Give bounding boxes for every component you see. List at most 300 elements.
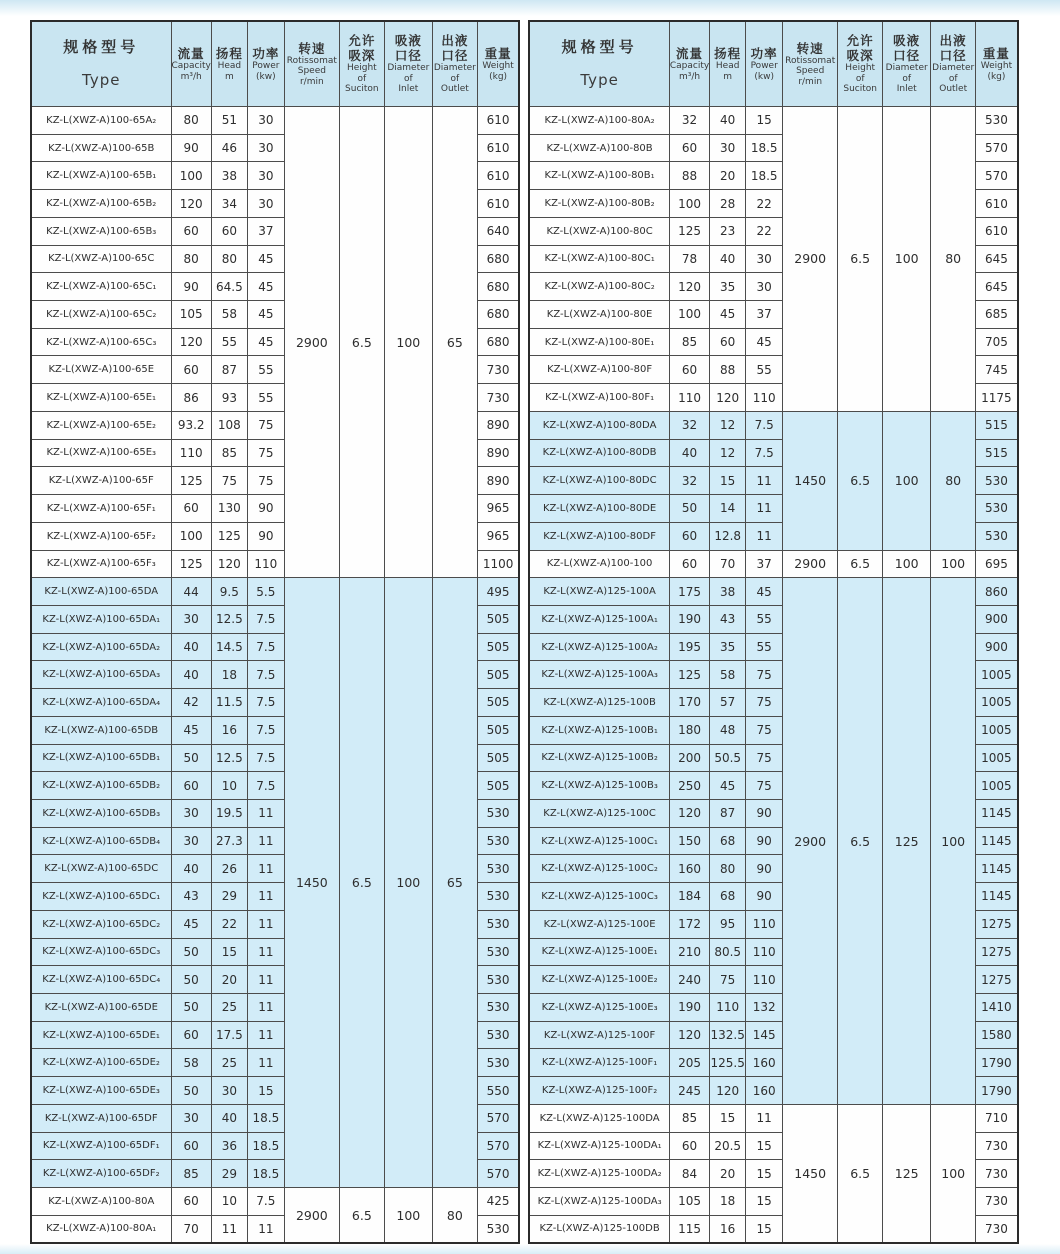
head-cell: 64.5 [211, 273, 247, 301]
col-header-inlet [384, 21, 432, 107]
power-cell: 7.5 [746, 411, 783, 439]
power-cell: 90 [247, 495, 284, 523]
type-cell: KZ-L(XWZ-A)125-100E₂ [529, 966, 669, 994]
capacity-cell: 42 [171, 689, 211, 717]
speed-merged-cell: 2900 [783, 578, 838, 1105]
weight-cell: 645 [976, 273, 1018, 301]
weight-cell: 505 [477, 633, 519, 661]
type-cell: KZ-L(XWZ-A)100-65F₁ [31, 495, 171, 523]
head-cell: 26 [211, 855, 247, 883]
power-cell: 75 [247, 439, 284, 467]
weight-cell: 1005 [976, 772, 1018, 800]
capacity-cell: 44 [171, 578, 211, 606]
type-cell: KZ-L(XWZ-A)100-80DC [529, 467, 669, 495]
power-cell: 11 [247, 827, 284, 855]
col-header-suction-line: 吸深 [348, 48, 376, 64]
type-cell: KZ-L(XWZ-A)100-65DE₃ [31, 1077, 171, 1105]
power-cell: 132 [746, 994, 783, 1022]
weight-cell: 1145 [976, 855, 1018, 883]
capacity-cell: 60 [669, 356, 709, 384]
weight-cell: 530 [976, 495, 1018, 523]
col-header-suction [838, 21, 883, 107]
head-cell: 36 [211, 1132, 247, 1160]
head-cell: 68 [710, 883, 746, 911]
power-cell: 7.5 [247, 689, 284, 717]
capacity-cell: 240 [669, 966, 709, 994]
type-cell: KZ-L(XWZ-A)100-80DB [529, 439, 669, 467]
capacity-cell: 110 [171, 439, 211, 467]
power-cell: 22 [746, 217, 783, 245]
col-header-suction-line: 吸深 [846, 48, 874, 64]
capacity-cell: 150 [669, 827, 709, 855]
power-cell: 18.5 [746, 162, 783, 190]
speed-merged-cell: 2900 [783, 550, 838, 578]
weight-cell: 570 [477, 1132, 519, 1160]
inlet-diameter-merged-cell: 100 [883, 411, 931, 550]
type-cell: KZ-L(XWZ-A)100-65DF₁ [31, 1132, 171, 1160]
weight-cell: 530 [477, 1215, 519, 1243]
col-header-capacity-line: 流量 [676, 46, 704, 62]
col-header-speed-line: Rotissomat [785, 55, 836, 66]
weight-cell: 505 [477, 744, 519, 772]
weight-cell: 705 [976, 328, 1018, 356]
type-cell: KZ-L(XWZ-A)125-100C₁ [529, 827, 669, 855]
power-cell: 5.5 [247, 578, 284, 606]
suction-merged-cell: 6.5 [838, 578, 883, 1105]
head-cell: 75 [211, 467, 247, 495]
power-cell: 11 [247, 910, 284, 938]
head-cell: 51 [211, 107, 247, 135]
head-cell: 30 [211, 1077, 247, 1105]
suction-merged-cell: 6.5 [838, 107, 883, 412]
weight-cell: 680 [477, 328, 519, 356]
head-cell: 18 [211, 661, 247, 689]
weight-cell: 730 [976, 1215, 1018, 1243]
outlet-diameter-merged-cell: 100 [931, 578, 976, 1105]
power-cell: 45 [247, 301, 284, 329]
head-cell: 70 [710, 550, 746, 578]
weight-cell: 530 [477, 855, 519, 883]
head-cell: 12.5 [211, 605, 247, 633]
capacity-cell: 172 [669, 910, 709, 938]
power-cell: 75 [746, 661, 783, 689]
weight-cell: 530 [477, 966, 519, 994]
head-cell: 11.5 [211, 689, 247, 717]
speed-merged-cell: 2900 [783, 107, 838, 412]
head-cell: 15 [710, 467, 746, 495]
col-header-speed [284, 21, 339, 107]
head-cell: 20 [211, 966, 247, 994]
head-cell: 60 [211, 217, 247, 245]
capacity-cell: 70 [171, 1215, 211, 1243]
capacity-cell: 30 [171, 799, 211, 827]
weight-cell: 610 [477, 190, 519, 218]
inlet-diameter-merged-cell: 100 [883, 550, 931, 578]
type-cell: KZ-L(XWZ-A)100-65F [31, 467, 171, 495]
capacity-cell: 245 [669, 1077, 709, 1105]
capacity-cell: 90 [171, 134, 211, 162]
capacity-cell: 100 [669, 190, 709, 218]
power-cell: 11 [247, 1215, 284, 1243]
type-cell: KZ-L(XWZ-A)125-100B₁ [529, 716, 669, 744]
type-cell: KZ-L(XWZ-A)100-65DB₄ [31, 827, 171, 855]
col-header-suction-line: Height [845, 63, 876, 74]
spec-row [529, 107, 1017, 135]
type-cell: KZ-L(XWZ-A)100-80DE [529, 495, 669, 523]
head-cell: 125.5 [710, 1049, 746, 1077]
col-header-head-line: Head [217, 61, 242, 72]
capacity-cell: 180 [669, 716, 709, 744]
power-cell: 30 [247, 134, 284, 162]
weight-cell: 570 [477, 1160, 519, 1188]
type-cell: KZ-L(XWZ-A)100-65DA [31, 578, 171, 606]
speed-merged-cell: 2900 [284, 107, 339, 578]
capacity-cell: 50 [171, 1077, 211, 1105]
type-cell: KZ-L(XWZ-A)100-80DA [529, 411, 669, 439]
type-cell: KZ-L(XWZ-A)100-80A₁ [31, 1215, 171, 1243]
col-header-speed-line: 转速 [298, 40, 326, 56]
head-cell: 75 [710, 966, 746, 994]
col-header-head-line: 扬程 [714, 46, 742, 62]
weight-cell: 550 [477, 1077, 519, 1105]
page-top-tint [0, 0, 1060, 16]
weight-cell: 495 [477, 578, 519, 606]
head-cell: 12 [710, 411, 746, 439]
capacity-cell: 32 [669, 107, 709, 135]
weight-cell: 730 [976, 1160, 1018, 1188]
capacity-cell: 58 [171, 1049, 211, 1077]
type-cell: KZ-L(XWZ-A)100-65E [31, 356, 171, 384]
weight-cell: 685 [976, 301, 1018, 329]
head-cell: 10 [211, 1188, 247, 1216]
head-cell: 60 [710, 328, 746, 356]
capacity-cell: 110 [669, 384, 709, 412]
power-cell: 45 [247, 328, 284, 356]
head-cell: 40 [211, 1104, 247, 1132]
col-header-inlet-line: of [404, 73, 413, 84]
col-header-type-line: Type [82, 71, 121, 90]
weight-cell: 610 [477, 162, 519, 190]
header-row [31, 21, 519, 107]
type-cell: KZ-L(XWZ-A)100-65DC₂ [31, 910, 171, 938]
col-header-outlet-line: 出液 [441, 33, 469, 49]
weight-cell: 1005 [976, 661, 1018, 689]
type-cell: KZ-L(XWZ-A)125-100DA₃ [529, 1188, 669, 1216]
head-cell: 48 [710, 716, 746, 744]
weight-cell: 1145 [976, 883, 1018, 911]
head-cell: 38 [710, 578, 746, 606]
col-header-speed-line: Speed [297, 66, 326, 77]
capacity-cell: 50 [171, 744, 211, 772]
capacity-cell: 85 [669, 328, 709, 356]
capacity-cell: 175 [669, 578, 709, 606]
head-cell: 12.8 [710, 522, 746, 550]
power-cell: 7.5 [247, 744, 284, 772]
power-cell: 90 [746, 855, 783, 883]
spec-table-left-container [30, 20, 520, 1244]
power-cell: 37 [746, 550, 783, 578]
capacity-cell: 43 [171, 883, 211, 911]
head-cell: 16 [211, 716, 247, 744]
capacity-cell: 60 [171, 1021, 211, 1049]
power-cell: 75 [247, 411, 284, 439]
power-cell: 55 [247, 356, 284, 384]
capacity-cell: 30 [171, 605, 211, 633]
col-header-outlet [432, 21, 477, 107]
power-cell: 45 [746, 578, 783, 606]
weight-cell: 645 [976, 245, 1018, 273]
col-header-inlet-line: 吸液 [394, 33, 422, 49]
weight-cell: 505 [477, 716, 519, 744]
type-cell: KZ-L(XWZ-A)100-65E₂ [31, 411, 171, 439]
col-header-outlet-line: 口径 [939, 48, 967, 64]
col-header-weight [477, 21, 519, 107]
col-header-inlet-line: Inlet [896, 84, 917, 95]
outlet-diameter-merged-cell: 65 [432, 578, 477, 1188]
capacity-cell: 60 [171, 772, 211, 800]
head-cell: 30 [710, 134, 746, 162]
type-cell: KZ-L(XWZ-A)100-80B [529, 134, 669, 162]
capacity-cell: 170 [669, 689, 709, 717]
power-cell: 90 [746, 827, 783, 855]
spec-row [31, 107, 519, 135]
col-header-speed-line: r/min [299, 76, 324, 87]
power-cell: 90 [746, 799, 783, 827]
type-cell: KZ-L(XWZ-A)100-65DC₃ [31, 938, 171, 966]
capacity-cell: 205 [669, 1049, 709, 1077]
capacity-cell: 45 [171, 910, 211, 938]
head-cell: 15 [710, 1104, 746, 1132]
type-cell: KZ-L(XWZ-A)100-80F₁ [529, 384, 669, 412]
type-cell: KZ-L(XWZ-A)100-65DB [31, 716, 171, 744]
power-cell: 55 [746, 605, 783, 633]
col-header-weight-line: 重量 [982, 46, 1010, 62]
col-header-suction-line: Height [346, 63, 377, 74]
head-cell: 88 [710, 356, 746, 384]
power-cell: 160 [746, 1077, 783, 1105]
capacity-cell: 125 [171, 550, 211, 578]
power-cell: 55 [746, 356, 783, 384]
col-header-suction-line: 允许 [846, 33, 874, 49]
head-cell: 93 [211, 384, 247, 412]
capacity-cell: 80 [171, 245, 211, 273]
head-cell: 45 [710, 772, 746, 800]
power-cell: 11 [247, 994, 284, 1022]
weight-cell: 530 [477, 910, 519, 938]
capacity-cell: 40 [171, 855, 211, 883]
weight-cell: 530 [477, 827, 519, 855]
capacity-cell: 160 [669, 855, 709, 883]
power-cell: 75 [746, 772, 783, 800]
col-header-type [529, 21, 669, 107]
col-header-inlet [883, 21, 931, 107]
head-cell: 25 [211, 994, 247, 1022]
weight-cell: 730 [477, 384, 519, 412]
capacity-cell: 32 [669, 411, 709, 439]
power-cell: 30 [247, 107, 284, 135]
type-cell: KZ-L(XWZ-A)125-100E₃ [529, 994, 669, 1022]
col-header-type-line: 规格型号 [63, 38, 140, 57]
type-cell: KZ-L(XWZ-A)100-65DB₃ [31, 799, 171, 827]
power-cell: 45 [247, 273, 284, 301]
type-cell: KZ-L(XWZ-A)100-65B [31, 134, 171, 162]
col-header-type-line: Type [580, 71, 619, 90]
power-cell: 18.5 [247, 1132, 284, 1160]
spec-table-right-container [528, 20, 1018, 1244]
power-cell: 18.5 [746, 134, 783, 162]
capacity-cell: 120 [171, 190, 211, 218]
col-header-suction-line: Suciton [843, 84, 877, 95]
capacity-cell: 125 [669, 661, 709, 689]
type-cell: KZ-L(XWZ-A)100-80C₂ [529, 273, 669, 301]
capacity-cell: 30 [171, 1104, 211, 1132]
col-header-inlet-line: Diameter [885, 63, 928, 74]
power-cell: 45 [746, 328, 783, 356]
weight-cell: 530 [477, 938, 519, 966]
head-cell: 38 [211, 162, 247, 190]
capacity-cell: 250 [669, 772, 709, 800]
capacity-cell: 86 [171, 384, 211, 412]
speed-merged-cell: 1450 [783, 1104, 838, 1243]
power-cell: 11 [247, 855, 284, 883]
outlet-diameter-merged-cell: 80 [432, 1188, 477, 1243]
head-cell: 57 [710, 689, 746, 717]
head-cell: 14 [710, 495, 746, 523]
power-cell: 15 [746, 107, 783, 135]
weight-cell: 890 [477, 467, 519, 495]
capacity-cell: 120 [171, 328, 211, 356]
power-cell: 110 [746, 910, 783, 938]
speed-merged-cell: 1450 [783, 411, 838, 550]
weight-cell: 505 [477, 605, 519, 633]
capacity-cell: 60 [669, 1132, 709, 1160]
power-cell: 11 [746, 467, 783, 495]
power-cell: 7.5 [247, 661, 284, 689]
power-cell: 15 [746, 1188, 783, 1216]
weight-cell: 570 [976, 162, 1018, 190]
capacity-cell: 195 [669, 633, 709, 661]
power-cell: 75 [247, 467, 284, 495]
col-header-power-line: (kw) [256, 71, 276, 82]
capacity-cell: 60 [171, 217, 211, 245]
spec-row [529, 578, 1017, 606]
col-header-head [211, 21, 247, 107]
capacity-cell: 120 [669, 1021, 709, 1049]
capacity-cell: 90 [171, 273, 211, 301]
capacity-cell: 115 [669, 1215, 709, 1243]
head-cell: 110 [710, 994, 746, 1022]
head-cell: 23 [710, 217, 746, 245]
power-cell: 75 [746, 744, 783, 772]
capacity-cell: 120 [669, 799, 709, 827]
type-cell: KZ-L(XWZ-A)125-100F₁ [529, 1049, 669, 1077]
type-cell: KZ-L(XWZ-A)100-80F [529, 356, 669, 384]
capacity-cell: 105 [669, 1188, 709, 1216]
capacity-cell: 50 [171, 994, 211, 1022]
head-cell: 9.5 [211, 578, 247, 606]
col-header-power [746, 21, 783, 107]
power-cell: 11 [746, 522, 783, 550]
type-cell: KZ-L(XWZ-A)125-100B [529, 689, 669, 717]
inlet-diameter-merged-cell: 100 [384, 1188, 432, 1243]
type-cell: KZ-L(XWZ-A)125-100C₂ [529, 855, 669, 883]
type-cell: KZ-L(XWZ-A)100-65DB₂ [31, 772, 171, 800]
weight-cell: 530 [477, 883, 519, 911]
weight-cell: 965 [477, 495, 519, 523]
weight-cell: 505 [477, 689, 519, 717]
col-header-suction-line: Suciton [345, 84, 379, 95]
weight-cell: 680 [477, 273, 519, 301]
power-cell: 15 [746, 1160, 783, 1188]
speed-merged-cell: 1450 [284, 578, 339, 1188]
col-header-capacity-line: m³/h [180, 71, 202, 82]
type-cell: KZ-L(XWZ-A)125-100F₂ [529, 1077, 669, 1105]
type-cell: KZ-L(XWZ-A)125-100A₁ [529, 605, 669, 633]
col-header-head-line: 扬程 [215, 46, 243, 62]
head-cell: 120 [211, 550, 247, 578]
capacity-cell: 60 [669, 134, 709, 162]
col-header-type [31, 21, 171, 107]
weight-cell: 1790 [976, 1077, 1018, 1105]
power-cell: 11 [247, 799, 284, 827]
power-cell: 11 [247, 1021, 284, 1049]
head-cell: 27.3 [211, 827, 247, 855]
power-cell: 37 [746, 301, 783, 329]
weight-cell: 1175 [976, 384, 1018, 412]
power-cell: 11 [247, 966, 284, 994]
type-cell: KZ-L(XWZ-A)100-65DB₁ [31, 744, 171, 772]
col-header-outlet-line: Diameter [433, 63, 476, 74]
type-cell: KZ-L(XWZ-A)100-65DE [31, 994, 171, 1022]
head-cell: 50.5 [710, 744, 746, 772]
head-cell: 80.5 [710, 938, 746, 966]
head-cell: 55 [211, 328, 247, 356]
head-cell: 35 [710, 273, 746, 301]
weight-cell: 1790 [976, 1049, 1018, 1077]
col-header-outlet-line: Outlet [440, 84, 469, 95]
col-header-outlet [931, 21, 976, 107]
power-cell: 7.5 [247, 605, 284, 633]
power-cell: 11 [746, 1104, 783, 1132]
col-header-suction-line: of [357, 73, 367, 84]
suction-merged-cell: 6.5 [339, 107, 384, 578]
type-cell: KZ-L(XWZ-A)100-65DF [31, 1104, 171, 1132]
head-cell: 34 [211, 190, 247, 218]
head-cell: 58 [710, 661, 746, 689]
type-cell: KZ-L(XWZ-A)100-65C₁ [31, 273, 171, 301]
page-bottom-tint [0, 1244, 1060, 1254]
capacity-cell: 60 [669, 550, 709, 578]
col-header-inlet-line: Inlet [398, 84, 419, 95]
weight-cell: 530 [477, 799, 519, 827]
type-cell: KZ-L(XWZ-A)100-80A [31, 1188, 171, 1216]
type-cell: KZ-L(XWZ-A)100-65DC [31, 855, 171, 883]
type-cell: KZ-L(XWZ-A)100-80E₁ [529, 328, 669, 356]
type-cell: KZ-L(XWZ-A)125-100A [529, 578, 669, 606]
head-cell: 120 [710, 1077, 746, 1105]
weight-cell: 1275 [976, 938, 1018, 966]
head-cell: 46 [211, 134, 247, 162]
suction-merged-cell: 6.5 [339, 578, 384, 1188]
power-cell: 30 [746, 273, 783, 301]
head-cell: 87 [710, 799, 746, 827]
weight-cell: 710 [976, 1104, 1018, 1132]
head-cell: 80 [710, 855, 746, 883]
capacity-cell: 60 [171, 356, 211, 384]
power-cell: 7.5 [247, 1188, 284, 1216]
type-cell: KZ-L(XWZ-A)100-65DE₁ [31, 1021, 171, 1049]
col-header-head-line: m [224, 71, 234, 82]
